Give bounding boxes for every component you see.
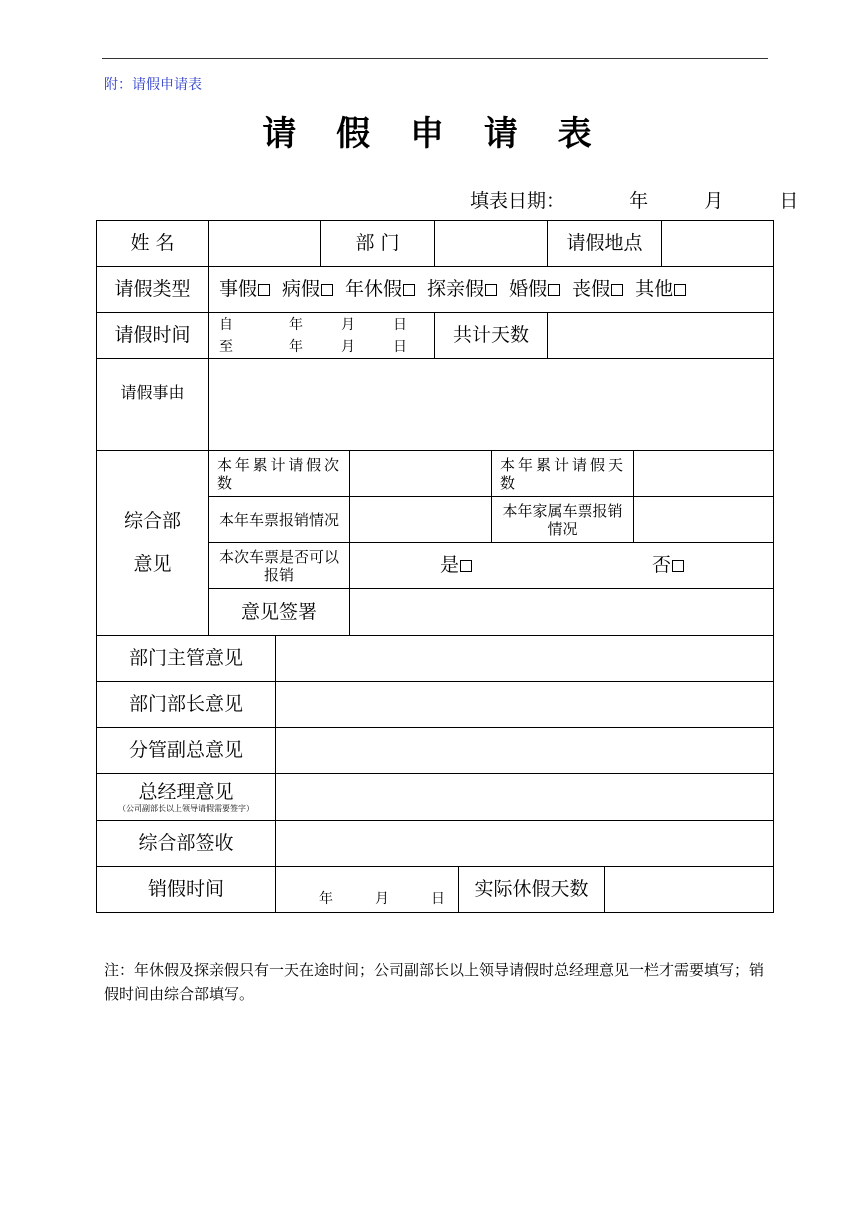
dept-supervisor-label: 部门主管意见 (96, 635, 276, 682)
leave-type-personal[interactable]: 事假 (219, 278, 270, 301)
checkbox-icon[interactable] (403, 284, 415, 296)
to-month: 月 (341, 338, 355, 355)
leave-time-range[interactable] (208, 312, 435, 359)
leave-type-other[interactable]: 其他 (635, 278, 686, 301)
form-title: 请 假 申 请 表 (262, 114, 606, 154)
to-day: 日 (393, 338, 407, 355)
ticket-reimb-field[interactable] (349, 496, 492, 543)
this-ticket-label: 本次车票是否可以报销 (208, 542, 350, 589)
signature-field[interactable] (349, 588, 774, 636)
header-rule (102, 58, 768, 59)
fill-date-label: 填表日期： (470, 190, 566, 212)
dept-head-field[interactable] (275, 681, 774, 728)
checkbox-icon[interactable] (460, 560, 472, 572)
vp-label: 分管副总意见 (96, 727, 276, 774)
footnote: 注：年休假及探亲假只有一天在途时间；公司副部长以上领导请假时总经理意见一栏才需要填写；销假时间由综合部填写。 (104, 961, 765, 1003)
admin-label-line2: 意见 (133, 553, 172, 575)
admin-receipt-field[interactable] (275, 820, 774, 867)
leave-reason-label: 请假事由 (96, 358, 209, 451)
leave-type-sick[interactable]: 病假 (282, 278, 333, 301)
actual-days-field[interactable] (604, 866, 774, 913)
dept-label: 部 门 (320, 220, 435, 267)
ticket-no[interactable]: 否 (652, 554, 684, 577)
cumulative-times-label: 本年累计请假次数 (208, 450, 350, 497)
cancel-day: 日 (431, 891, 445, 908)
leave-time-dates (219, 314, 423, 358)
checkbox-icon[interactable] (485, 284, 497, 296)
gm-label (96, 773, 276, 821)
checkbox-icon[interactable] (548, 284, 560, 296)
cancel-year: 年 (319, 891, 333, 908)
from-month: 月 (341, 316, 355, 333)
total-days-label: 共计天数 (434, 312, 548, 359)
cancel-month: 月 (375, 891, 389, 908)
family-ticket-label: 本年家属车票报销情况 (491, 496, 634, 543)
fill-date-month: 月 (704, 190, 724, 212)
dept-head-label: 部门部长意见 (96, 681, 276, 728)
actual-days-label: 实际休假天数 (458, 866, 605, 913)
fill-date (470, 186, 798, 213)
checkbox-icon[interactable] (674, 284, 686, 296)
leave-type-home-visit[interactable]: 探亲假 (427, 278, 497, 301)
ticket-reimb-label: 本年车票报销情况 (208, 496, 350, 543)
admin-receipt-label: 综合部签收 (96, 820, 276, 867)
leave-type-options (208, 266, 774, 313)
from-day: 日 (393, 316, 407, 333)
from-year: 年 (289, 316, 303, 333)
family-ticket-field[interactable] (633, 496, 774, 543)
location-label: 请假地点 (547, 220, 662, 267)
name-field[interactable] (208, 220, 321, 267)
dept-supervisor-field[interactable] (275, 635, 774, 682)
checkbox-icon[interactable] (321, 284, 333, 296)
total-days-field[interactable] (547, 312, 774, 359)
cancel-time-label: 销假时间 (96, 866, 276, 913)
leave-type-annual[interactable]: 年休假 (345, 278, 415, 301)
to-year: 年 (289, 338, 303, 355)
checkbox-icon[interactable] (258, 284, 270, 296)
leave-type-bereavement[interactable]: 丧假 (572, 278, 623, 301)
cumulative-days-field[interactable] (633, 450, 774, 497)
fill-date-year: 年 (629, 190, 649, 212)
signature-label: 意见签署 (208, 588, 350, 636)
ticket-yes[interactable]: 是 (440, 554, 472, 577)
to-label: 至 (219, 338, 233, 355)
attachment-label: 附：请假申请表 (104, 77, 202, 93)
leave-time-label: 请假时间 (96, 312, 209, 359)
admin-opinion-label (96, 450, 209, 636)
name-label: 姓 名 (96, 220, 209, 267)
gm-title: 总经理意见 (138, 780, 234, 803)
admin-label-line1: 综合部 (123, 510, 181, 533)
dept-field[interactable] (434, 220, 548, 267)
leave-type-marriage[interactable]: 婚假 (509, 278, 560, 301)
gm-field[interactable] (275, 773, 774, 821)
leave-type-label: 请假类型 (96, 266, 209, 313)
gm-note: （公司副部长以上领导请假需要签字） (118, 803, 254, 813)
leave-reason-field[interactable] (208, 358, 774, 451)
location-field[interactable] (661, 220, 774, 267)
cancel-time-field[interactable] (275, 866, 459, 913)
vp-field[interactable] (275, 727, 774, 774)
checkbox-icon[interactable] (672, 560, 684, 572)
this-ticket-options (349, 542, 774, 589)
fill-date-day: 日 (779, 190, 799, 212)
from-label: 自 (219, 316, 233, 333)
cumulative-days-label: 本年累计请假天数 (491, 450, 634, 497)
checkbox-icon[interactable] (611, 284, 623, 296)
cumulative-times-field[interactable] (349, 450, 492, 497)
